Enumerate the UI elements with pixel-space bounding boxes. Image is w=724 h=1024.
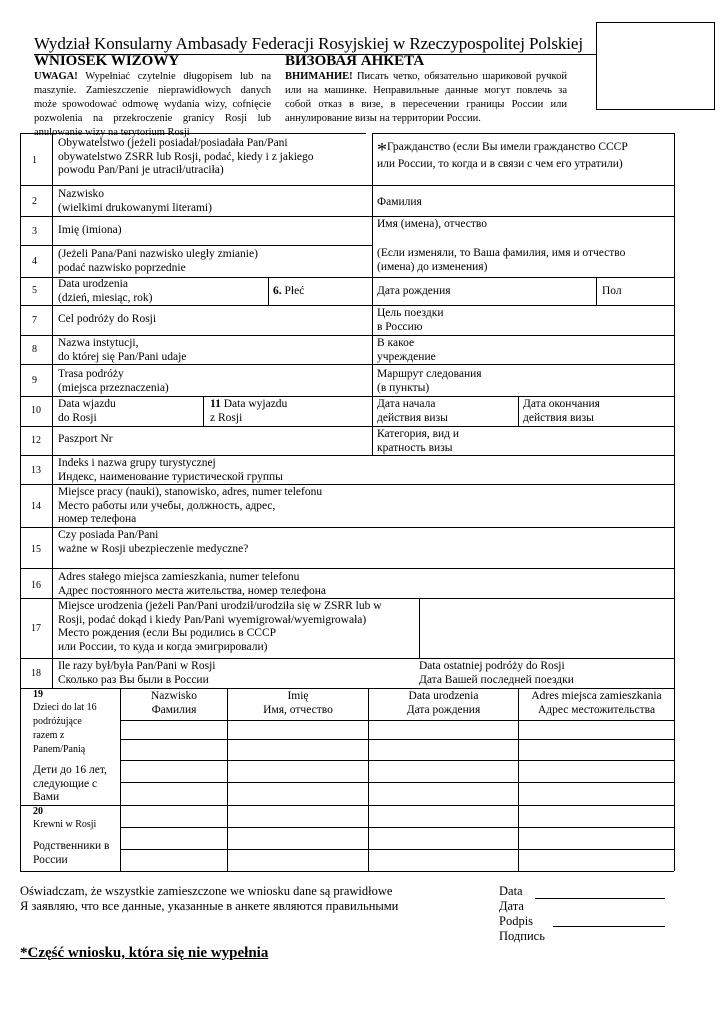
birth-date-label-pl: Data urodzenia (dzień, miesiąc, rok) (58, 278, 153, 304)
surname-label-pl: Nazwisko (wielkimi drukowanymi literami) (58, 188, 212, 214)
ru-heading: ВИЗОВАЯ АНКЕТА (285, 53, 425, 69)
row-number: 17 (31, 623, 41, 634)
row-number: 12 (31, 435, 41, 446)
row-number: 3 (32, 226, 37, 237)
address-label: Adres stałego miejsca zamieszkania, numer telefonu Адрес постоянного места жительства, номер телефона (58, 571, 327, 597)
birthplace-field[interactable] (422, 600, 672, 656)
surname-label-ru: Фамилия (377, 196, 422, 208)
route-label-ru: Маршрут следования (в пункты) (377, 368, 482, 394)
visits-count-label: Ile razy był/była Pan/Pani w Rosji Сколько раз Вы были в России (58, 660, 216, 686)
children-table-body[interactable] (121, 721, 674, 805)
row-number: 1 (32, 155, 37, 166)
trip-purpose-field[interactable] (200, 307, 370, 334)
workplace-label: Miejsce pracy (nauki), stanowisko, adres, numer telefonu Место работы или учебы, должность, адрес, номер телефона (58, 486, 323, 525)
insurance-field[interactable] (300, 529, 672, 567)
visa-category-label-ru: Категория, вид и кратность визы (377, 428, 460, 454)
children-label-ru: Дети до 16 лет, следующие с Вами (33, 764, 107, 803)
route-label-pl: Trasa podróży (miejsca przeznaczenia) (58, 368, 169, 394)
children-label-pl: Dzieci do lat 16 podróżujące razem z Panem/Panią (33, 702, 97, 755)
declaration: Oświadczam, że wszystkie zamieszczone we wniosku dane są prawidłowe Я заявляю, что все данные, указанные в анкете являются правильными (20, 884, 399, 913)
insurance-label: Czy posiada Pan/Pani ważne w Rosji ubezpieczenie medyczne? (58, 529, 249, 555)
sex-field[interactable] (320, 279, 370, 304)
row-number: 9 (32, 375, 37, 386)
row-number: 4 (32, 256, 37, 267)
entry-date-label-pl: Data wjazdu do Rosji (58, 398, 116, 424)
institution-label-pl: Nazwa instytucji, do której się Pan/Pani udaje (58, 337, 187, 363)
row-number: 5 (32, 285, 37, 296)
pl-warning-note: UWAGA! Wypełniać czytelnie długopisem lub na maszynie. Zamieszczenie nieprawidłowych danych może spowodować odmowę wydania wizy, cofnięcie pozwolenia na przekroczenie granicy Rosji lub (34, 71, 271, 124)
first-name-field[interactable] (160, 218, 370, 244)
tourist-group-label: Indeks i nazwa grupy turystycznej Индекс, наименование туристической группы (58, 457, 283, 483)
birth-date-field[interactable] (200, 279, 266, 304)
signature-label: Podpis Подпись (499, 914, 545, 943)
address-field[interactable] (380, 570, 672, 597)
row-number: 19 (33, 689, 43, 700)
citizenship-field[interactable] (376, 150, 672, 184)
passport-field[interactable] (130, 428, 370, 454)
institution-field[interactable] (200, 337, 370, 363)
relatives-label-pl: Krewni w Rosji (33, 819, 97, 830)
consulate-title: Wydział Konsularny Ambasady Federacji Rosyjskiej w Rzeczypospolitej Polskiej (34, 34, 583, 53)
citizenship-label-pl: Obywatelstwo (jeżeli posiadał/posiadała Pan/Pani obywatelstwo ZSRR lub Rosji, podać, kiedy i z jakiego powodu Pan/Pani je utracił/utraciła) (58, 137, 314, 176)
row-number: 16 (31, 580, 41, 591)
exit-date-label-pl: 11 Data wyjazdu z Rosji (210, 398, 288, 424)
children-col-surname: Nazwisko Фамилия (151, 690, 197, 716)
trip-purpose-label-ru: Цель поездки в Россию (377, 307, 444, 333)
previous-name-label-pl: (Jeżeli Pana/Pani nazwisko uległy zmianie) podać nazwisko poprzednie (58, 248, 258, 274)
row-number: 20 (33, 806, 43, 817)
children-col-address: Adres miejsca zamieszkania Адрес местожительства (531, 690, 662, 716)
workplace-field[interactable] (360, 486, 672, 526)
row-number: 10 (31, 405, 41, 416)
row-number: 8 (32, 344, 37, 355)
sex-label-ru: Пол (602, 285, 622, 297)
surname-field[interactable] (210, 187, 370, 215)
ru-warning-note: ВНИМАНИЕ! Писать четко, обязательно шариковой ручкой или на машинке. Неправильные данные могут повлечь за собой отказ в визе, в пересечении границы России или аннулирование визы на территории России. (285, 71, 567, 124)
date-label: Data Дата (499, 884, 524, 913)
citizenship-label-ru: *Гражданство (если Вы имели гражданство СССР или России, то когда и в связи с чем его утратили) (377, 139, 628, 170)
sex-label-pl: 6. Płeć (273, 285, 305, 297)
birth-date-label-ru: Дата рождения (377, 285, 451, 297)
row-number: 2 (32, 196, 37, 207)
passport-label-pl: Paszport Nr (58, 433, 113, 445)
pl-heading: WNIOSEK WIZOWY (34, 53, 180, 69)
visa-start-label-ru: Дата начала действия визы (377, 398, 448, 424)
route-field[interactable] (200, 367, 370, 395)
first-name-label-pl: Imię (imiona) (58, 224, 122, 236)
previous-name-label-ru: (Если изменяли, то Ваша фамилия, имя и отчество (имена) до изменения) (377, 247, 626, 273)
footnote: *Część wniosku, która się nie wypełnia (20, 945, 269, 961)
children-col-name: Imię Имя, отчество (263, 690, 333, 716)
institution-label-ru: В какое учреждение (377, 337, 436, 363)
signature-line[interactable] (553, 926, 665, 927)
birthplace-label: Miejsce urodzenia (jeżeli Pan/Pani urodził/urodziła się w ZSRR lub w Rosji, podać dokąd i kiedy Pan/Pani wyemigrował/wyemigrowała) Место рождения (если Вы родились в СССР или России, то куда и когда эмигрировали) (58, 600, 382, 653)
row-number: 15 (31, 544, 41, 555)
relatives-label-ru: Родственники в России (33, 840, 110, 866)
first-name-label-ru: Имя (имена), отчество (377, 218, 487, 230)
row-number: 13 (31, 465, 41, 476)
relatives-table-body[interactable] (121, 806, 674, 871)
photo-box (596, 22, 715, 110)
visa-end-label-ru: Дата окончания действия визы (523, 398, 600, 424)
row-number: 18 (31, 668, 41, 679)
children-col-birthdate: Data urodzenia Дата рождения (406, 690, 481, 716)
trip-purpose-label-pl: Cel podróży do Rosji (58, 313, 157, 325)
date-line[interactable] (535, 898, 665, 899)
row-number: 7 (32, 315, 37, 326)
row-number: 14 (31, 501, 41, 512)
last-visit-label: Data ostatniej podróży do Rosji Дата Вашей последней поездки (419, 660, 574, 686)
tourist-group-field[interactable] (340, 457, 672, 483)
